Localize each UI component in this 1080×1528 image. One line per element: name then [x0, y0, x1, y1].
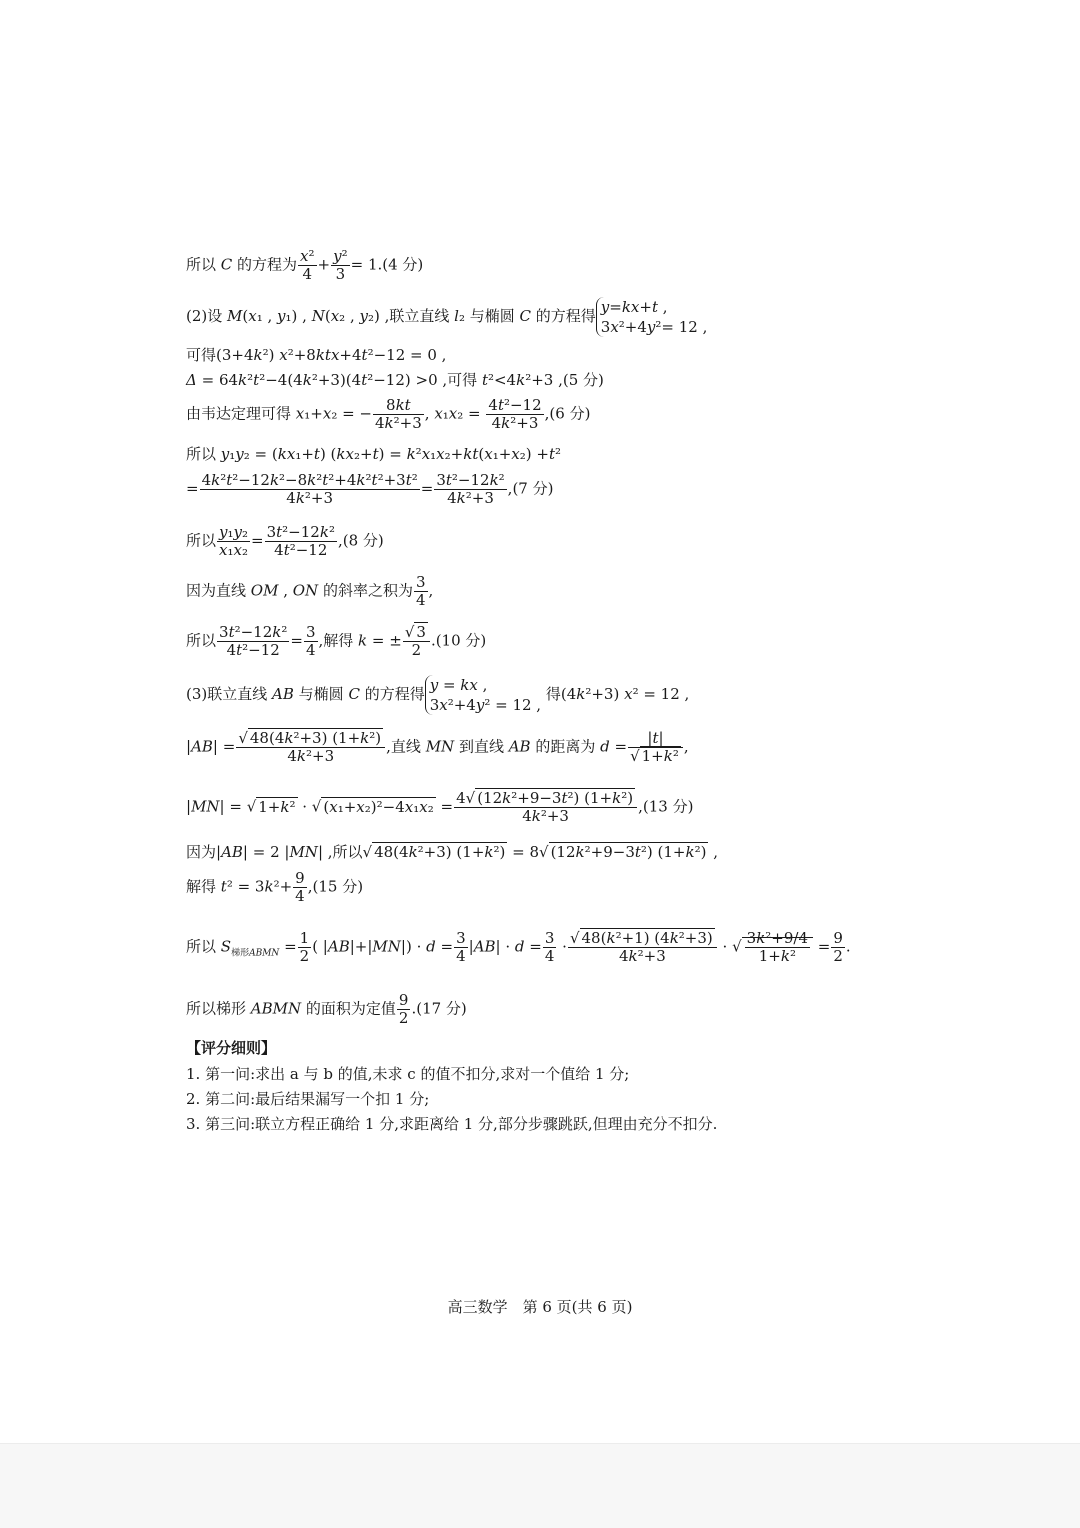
- solution-line-11: (3)联立直线 AB 与椭圆 C 的方程得 y = kx , 3x²+4y² = 12 , 得(4k²+3) x² = 12 ,: [186, 676, 690, 714]
- solution-line-7: = $\frac{\text{4k²t²−12k²−8k²t²+4k²t²+3t²}}{\text{4k²+3}}$ = $\frac{\text{3t²−12k²}}{\text{4k²+3}}$ ,(7 分): [186, 471, 554, 507]
- viewer-bottom-strip: [0, 1443, 1080, 1528]
- grading-rules-title: 【评分细则】: [186, 1039, 277, 1057]
- solution-line-16: 所以 $S_{梯形ABMN}$ = $\frac{1}{2}$ ( |AB|+|MN|) · d = $\frac{3}{4}$ |AB| · d = $\frac{3}{4}$ · $\frac{\text{√ 48(k²+1) (4k²+3)}}{\text{4k²+3}}$ · √ $\frac{\text{3k²+9/4}}{\text{1+k²}}$ = $\frac{9}{2}$ .: [186, 929, 851, 965]
- solution-line-12: |AB| = $\frac{\text{√ 48(4k²+3) (1+k²)}}{\text{4k²+3}}$ ,直线 MN 到直线 AB 的距离为 d = $\frac{|t|}{\text{√ 1+k²}}$ ,: [186, 729, 689, 765]
- page-footer: 高三数学 第 6 页(共 6 页): [447, 1298, 633, 1316]
- solution-line-3: 可得(3+4k²) x²+8ktx+4t²−12 = 0 ,: [186, 346, 447, 364]
- solution-line-4: Δ = 64k²t²−4(4k²+3)(4t²−12) >0 ,可得 t²<4k²+3 ,(5 分): [186, 371, 604, 389]
- solution-line-9: 因为直线 OM , ON 的斜率之积为 $\frac{3}{4}$ ,: [186, 573, 434, 609]
- solution-line-14: 因为|AB| = 2 |MN| ,所以√ 48(4k²+3) (1+k²) = 8√ (12k²+9−3t²) (1+k²) ,: [186, 843, 719, 861]
- solution-line-8: 所以 $\frac{\text{y₁y₂}}{\text{x₁x₂}}$ = $\frac{\text{3t²−12k²}}{\text{4t²−12}}$ ,(8 分): [186, 523, 384, 559]
- grading-rule-item: 3. 第三问:联立方程正确给 1 分,求距离给 1 分,部分步骤跳跃,但理由充分不扣分.: [186, 1115, 718, 1133]
- solution-line-1: 所以 C 的方程为 $\frac{\text{x²}}{4}$ + $\frac{\text{y²}}{3}$ = 1.(4 分): [186, 247, 424, 283]
- grading-rule-item: 2. 第二问:最后结果漏写一个扣 1 分;: [186, 1090, 430, 1108]
- solution-line-13: |MN| = √ 1+k² · √ (x₁+x₂)²−4x₁x₂ = $\frac{\text{4√ (12k²+9−3t²) (1+k²)}}{\text{4k²+3}}$ ,(13 分): [186, 789, 694, 825]
- solution-line-6: 所以 y₁y₂ = (kx₁+t) (kx₂+t) = k²x₁x₂+kt(x₁+x₂) +t²: [186, 445, 561, 463]
- solution-line-5: 由韦达定理可得 x₁+x₂ = − $\frac{8kt}{\text{4k²+3}}$ , x₁x₂ = $\frac{\text{4t²−12}}{\text{4k²+3}}$ ,(6 分): [186, 396, 591, 432]
- grading-rule-item: 1. 第一问:求出 a 与 b 的值,未求 c 的值不扣分,求对一个值给 1 分;: [186, 1065, 630, 1083]
- solution-line-15: 解得 t² = 3k²+ $\frac{9}{4}$ ,(15 分): [186, 869, 364, 905]
- solution-line-2: (2)设 M(x₁ , y₁) , N(x₂ , y₂) ,联立直线 l₂ 与椭圆 C 的方程得 y=kx+t , 3x²+4y²= 12 ,: [186, 298, 708, 336]
- solution-line-10: 所以 $\frac{\text{3t²−12k²}}{\text{4t²−12}}$ = $\frac{3}{4}$ ,解得 k = ± $\frac{√ 3}{2}$ .(10 分): [186, 623, 487, 659]
- solution-line-17: 所以梯形 ABMN 的面积为定值 $\frac{9}{2}$ .(17 分): [186, 991, 467, 1027]
